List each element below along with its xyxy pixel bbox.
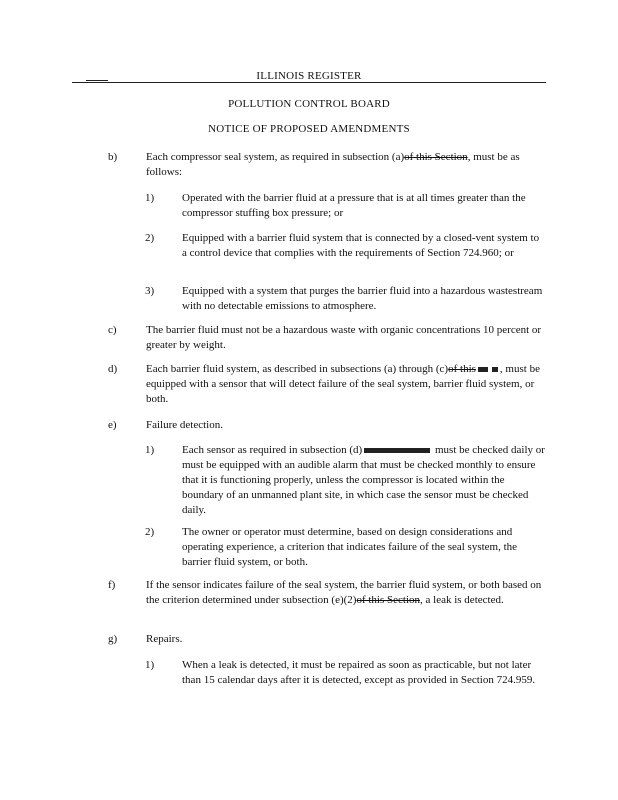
section-b-text-pre: Each compressor seal system, as required in subsection (a) bbox=[146, 151, 405, 163]
section-e-label: e) bbox=[108, 419, 117, 431]
section-f-text-pre: If the sensor indicates failure of the seal system, the barrier fluid system, or both based on the criterion determined under subsection (e)(2) bbox=[146, 579, 542, 606]
register-title: ILLINOIS REGISTER bbox=[256, 70, 362, 82]
section-f-text-post: , a leak is detected. bbox=[420, 594, 504, 606]
section-d-label: d) bbox=[108, 363, 118, 375]
section-g-text: Repairs. bbox=[146, 633, 183, 645]
section-b-text bbox=[146, 150, 546, 180]
section-g1-label: 1) bbox=[145, 659, 155, 671]
notice-title: NOTICE OF PROPOSED AMENDMENTS bbox=[208, 123, 410, 135]
redaction-mark bbox=[492, 367, 498, 372]
section-c-label: c) bbox=[108, 324, 117, 336]
section-g-label: g) bbox=[108, 633, 118, 645]
section-e1-text bbox=[182, 443, 546, 518]
section-b-label: b) bbox=[108, 151, 118, 163]
section-b-strike: of this Section bbox=[404, 151, 468, 163]
section-e1-text-post: must be checked daily or must be equipped with an audible alarm that must be checked monthly to ensure that it is functioning properly, unless the compressor is located within the boundary of an unmanned plant site, in which case the sensor must be checked daily. bbox=[182, 444, 545, 516]
header-rule bbox=[72, 82, 546, 83]
section-g1-text: When a leak is detected, it must be repaired as soon as practicable, but not later than 15 calendar days after it is detected, except as provided in Section 724.959. bbox=[182, 659, 536, 686]
section-d-text bbox=[146, 362, 546, 407]
section-b-text-post: , must be as follows: bbox=[146, 151, 520, 178]
section-b3-text: Equipped with a system that purges the barrier fluid into a hazardous wastestream with no detectable emissions to atmosphere. bbox=[182, 285, 543, 312]
section-e2-label: 2) bbox=[145, 526, 155, 538]
section-b1-label: 1) bbox=[145, 192, 155, 204]
section-e1-text-pre: Each sensor as required in subsection (d) bbox=[182, 444, 363, 456]
section-e2-text: The owner or operator must determine, based on design considerations and operating experience, a criterion that indicates failure of the seal system, the barrier fluid system, or both. bbox=[182, 526, 518, 568]
redaction-mark bbox=[478, 367, 488, 372]
section-d-strike: of this bbox=[448, 363, 476, 375]
section-d-text-pre: Each barrier fluid system, as described in subsections (a) through (c) bbox=[146, 363, 449, 375]
section-b2-text: Equipped with a barrier fluid system that is connected by a closed-vent system to a control device that complies with the requirements of Section 724.960; or bbox=[182, 232, 540, 259]
redaction-mark bbox=[364, 448, 430, 453]
section-f-text bbox=[146, 578, 546, 608]
board-title: POLLUTION CONTROL BOARD bbox=[228, 98, 390, 110]
section-e1-label: 1) bbox=[145, 444, 155, 456]
section-f-strike: of this Section bbox=[356, 594, 421, 606]
section-e-text: Failure detection. bbox=[146, 419, 223, 431]
section-b3-label: 3) bbox=[145, 285, 155, 297]
section-c-text: The barrier fluid must not be a hazardous waste with organic concentrations 10 percent or greater by weight. bbox=[146, 324, 542, 351]
section-b1-text: Operated with the barrier fluid at a pressure that is at all times greater than the compressor stuffing box pressure; or bbox=[182, 192, 526, 219]
section-d-text-post: , must be equipped with a sensor that will detect failure of the seal system, barrier fluid system, or both. bbox=[146, 363, 540, 405]
section-b2-label: 2) bbox=[145, 232, 155, 244]
section-f-label: f) bbox=[108, 579, 116, 591]
